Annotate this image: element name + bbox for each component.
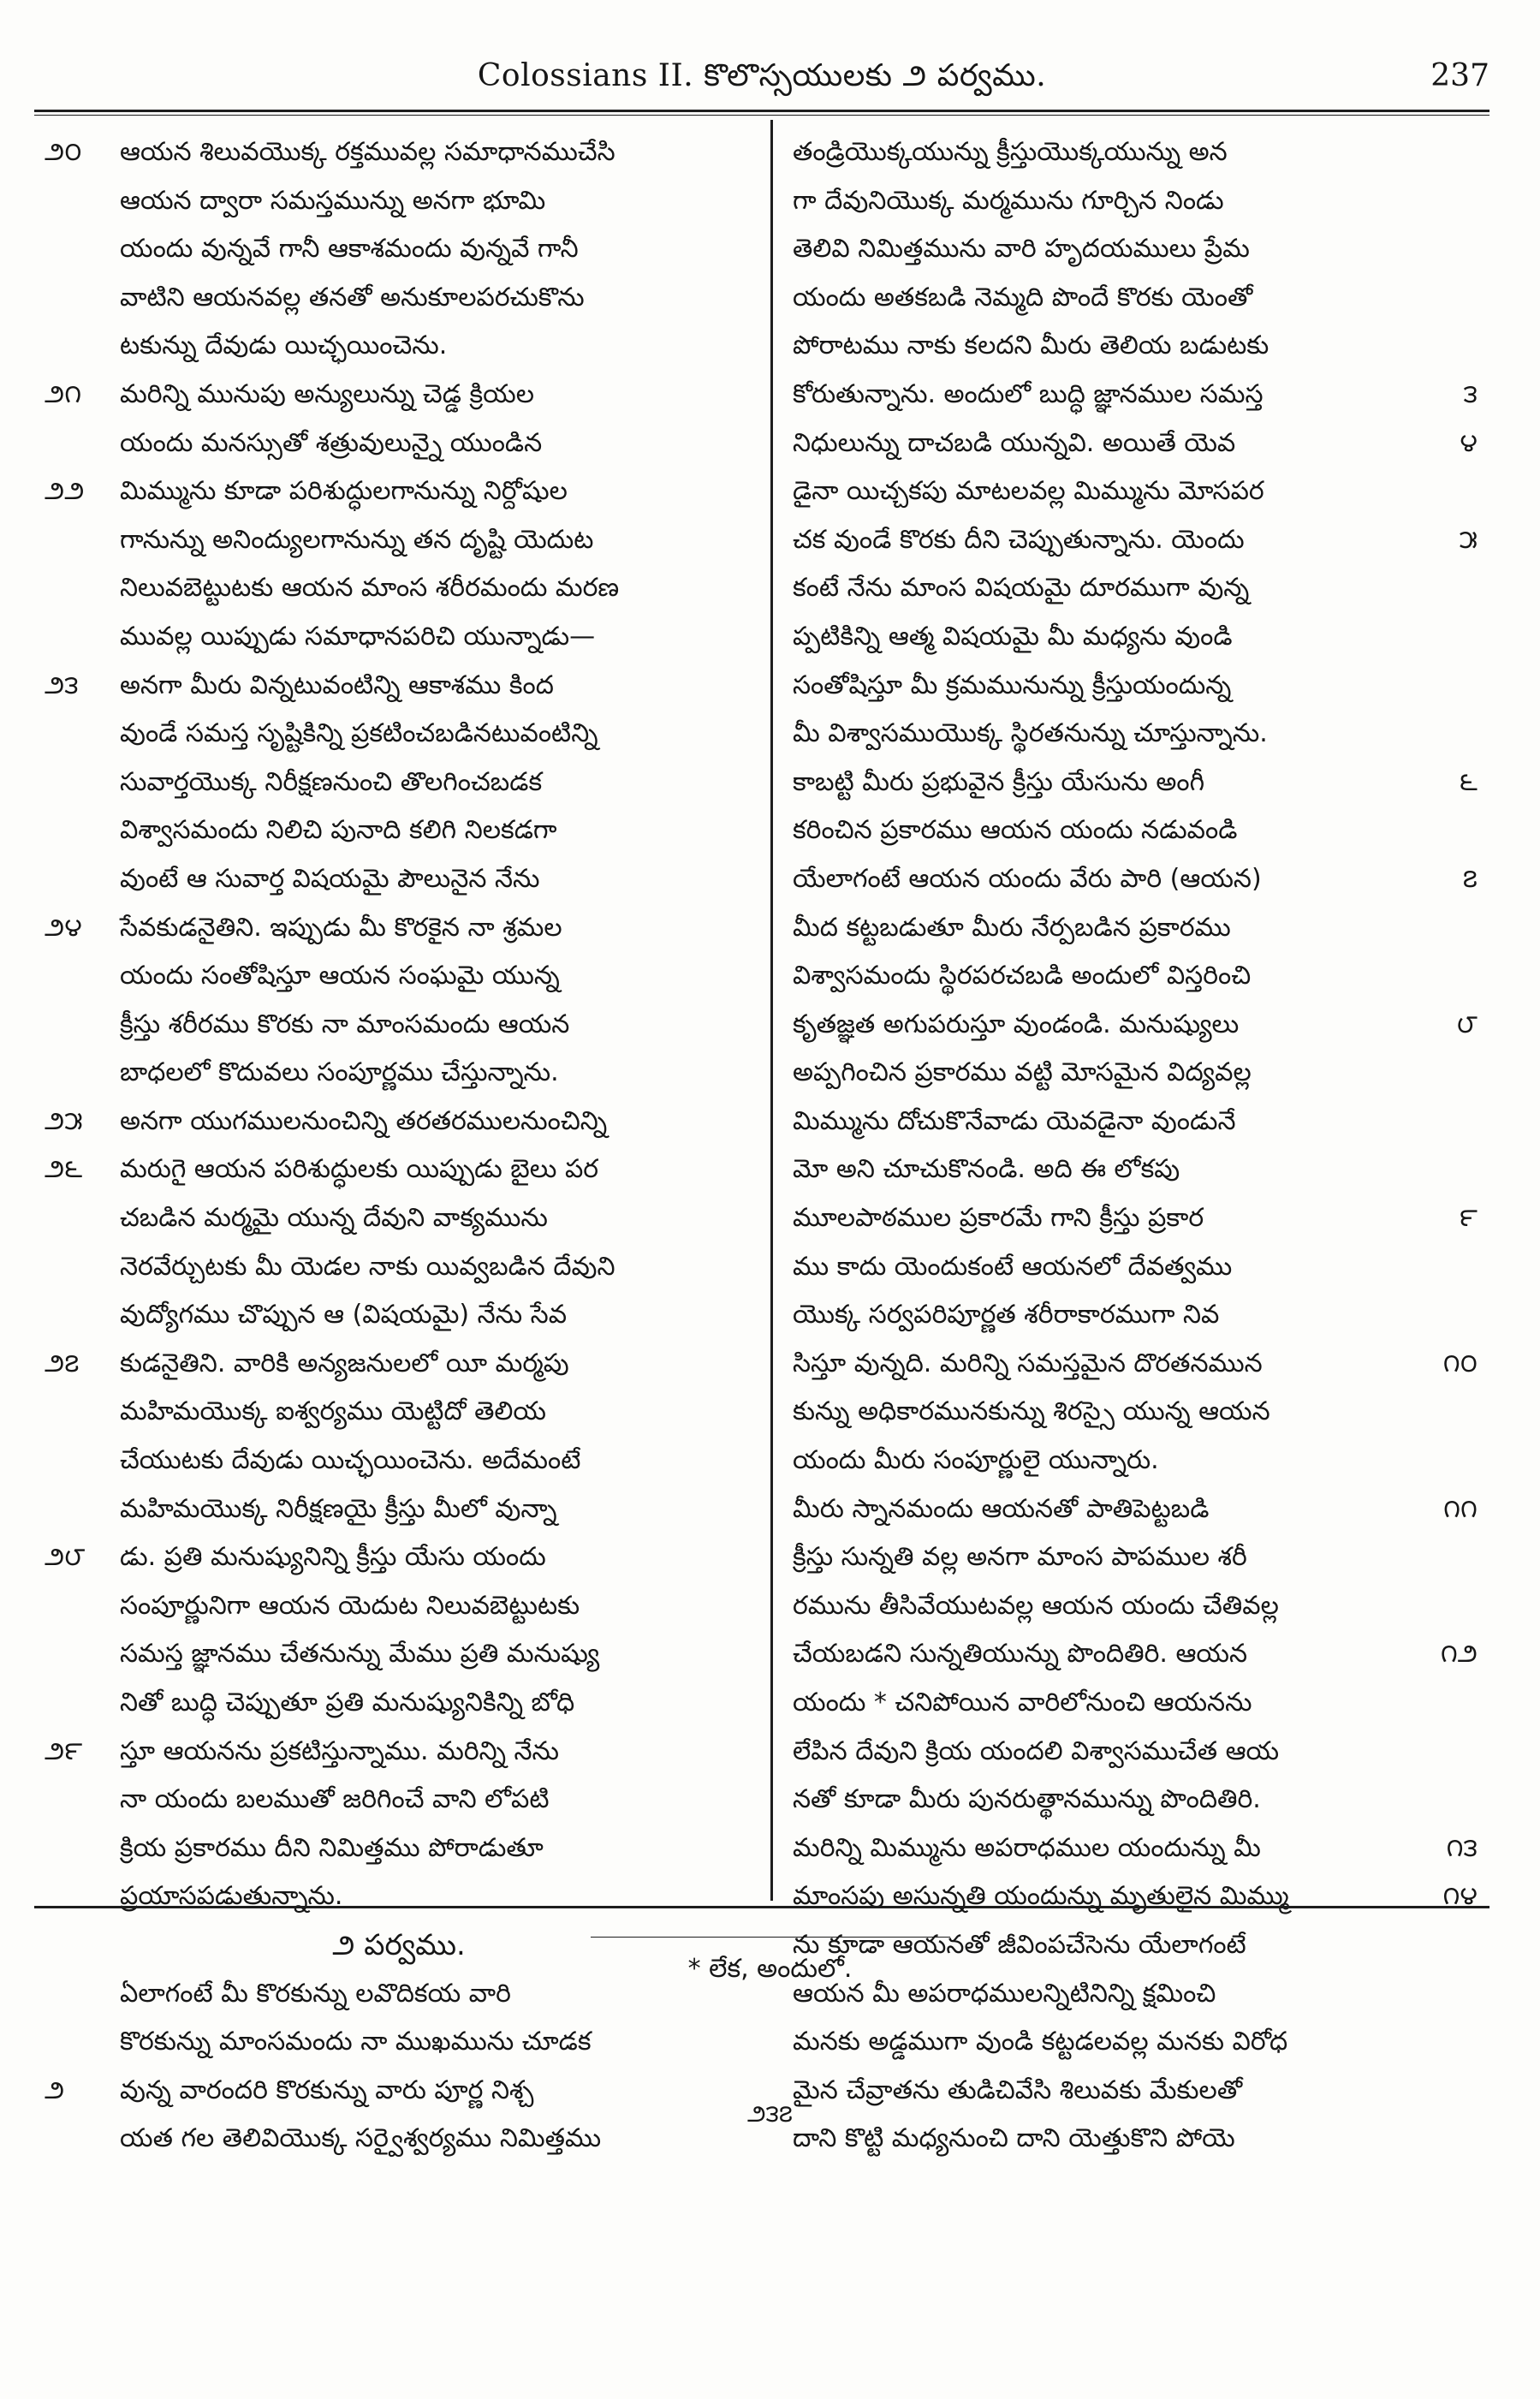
text-line	[793, 1291, 1478, 1340]
line-text: కరించిన ప్రకారము ఆయన యందు నడువండి	[793, 815, 1238, 846]
verse-number: ౪	[1460, 427, 1478, 458]
verse-number: ౭	[1462, 863, 1478, 894]
line-text: మరుగై ఆయన పరిశుద్ధులకు యిప్పుడు బైలు పర	[120, 1154, 599, 1185]
line-text: ఆయన మీ అపరాధములన్నిటినిన్ని క్షమించి	[793, 1978, 1216, 2009]
text-line	[793, 710, 1478, 759]
text-line	[793, 177, 1478, 226]
verse-number: ౨౨	[45, 476, 85, 507]
line-text: డు. ప్రతి మనుష్యునిన్ని క్రీస్తు యేసు యందు	[120, 1542, 546, 1573]
verse-number: ౩	[1463, 378, 1478, 409]
line-text: యందు మీరు సంపూర్ణులై యున్నారు.	[793, 1445, 1159, 1476]
line-text: మువల్ల యిప్పుడు సమాధానపరిచి యున్నాడు—	[120, 621, 596, 652]
line-text: సేవకుడనైతిని. ఇప్పుడు మీ కొరకైన నా శ్రమల	[120, 912, 562, 943]
line-text: మీ విశ్వాసముయొక్క స్థిరతనున్ను చూస్తున్నాను.	[793, 718, 1268, 749]
text-line	[793, 1340, 1478, 1389]
text-line	[793, 1437, 1478, 1485]
line-text: దాని కొట్టి మధ్యనుంచి దాని యెత్తుకొని పోయె	[793, 2123, 1235, 2154]
line-text: ఆయన శిలువయొక్క రక్తమువల్ల సమాధానముచేసి	[120, 137, 615, 167]
verse-number: ౧౦	[1442, 1348, 1478, 1378]
line-text: చబడిన మర్మమై యున్న దేవుని వాక్యమును	[120, 1203, 548, 1234]
text-line	[45, 904, 750, 953]
line-text: చేయబడని సున్నతియున్ను పొందితిరి. ఆయన	[793, 1639, 1248, 1670]
line-text: నిలువబెట్టుటకు ఆయన మాంస శరీరమందు మరణ	[120, 573, 620, 604]
line-text: వుద్యోగము చొప్పున ఆ (విషయమై) నేను సేవ	[120, 1300, 568, 1330]
line-text: మో అని చూచుకొనండి. అది ఈ లోకపు	[793, 1154, 1180, 1185]
line-text: స్తూ ఆయనను ప్రకటిస్తున్నాము. మరిన్ని నేను	[120, 1735, 559, 1766]
header-rule-thin	[34, 115, 1489, 116]
footnote-rule	[591, 1937, 950, 1938]
line-text: ప్పటికిన్ని ఆత్మ విషయమై మీ మధ్యను వుండి	[793, 621, 1233, 652]
line-text: యందు సంతోషిస్తూ ఆయన సంఘమై యున్న	[120, 961, 560, 991]
verse-number: ౨౧	[45, 378, 82, 409]
line-text: నిధులున్ను దాచబడి యున్నవి. అయితే యెవ	[793, 427, 1236, 458]
text-line	[45, 1098, 750, 1146]
text-line	[793, 613, 1478, 662]
line-text: యొక్క సర్వపరిపూర్ణత శరీరాకారముగా నివ	[793, 1300, 1220, 1330]
line-text: యత గల తెలివియొక్క సర్వైశ్వర్యము నిమిత్తము	[120, 2123, 602, 2154]
text-line	[793, 1825, 1478, 1873]
line-text: కొరకున్ను మాంసమందు నా ముఖమును చూడక	[120, 2027, 592, 2057]
text-line	[793, 225, 1478, 274]
text-line	[793, 1388, 1478, 1437]
verse-number: ౨౯	[45, 1735, 83, 1766]
text-line	[793, 1872, 1478, 1921]
text-line	[793, 759, 1478, 807]
text-line	[45, 1728, 750, 1777]
line-text: మహిమయొక్క ఐశ్వర్యము యెట్టిదో తెలియ	[120, 1396, 546, 1427]
text-line	[793, 1243, 1478, 1292]
line-text: గానున్ను అనింద్యులగానున్ను తన దృష్టి యెదుట	[120, 524, 594, 555]
text-line	[793, 1194, 1478, 1243]
text-line	[793, 952, 1478, 1001]
text-line	[45, 467, 750, 516]
verse-number: ౧౧	[1443, 1493, 1478, 1524]
text-line	[48, 516, 750, 565]
text-line	[45, 371, 750, 420]
text-line	[45, 128, 750, 177]
text-line	[48, 225, 750, 274]
line-text: కంటే నేను మాంస విషయమై దూరముగా వున్న	[793, 573, 1250, 604]
line-text: మిమ్మును కూడా పరిశుద్ధులగానున్ను నిర్దోషుల	[120, 476, 568, 507]
verse-number: ౧౪	[1442, 1881, 1478, 1912]
verse-number: ౫	[1459, 524, 1478, 555]
text-line	[48, 1485, 750, 1534]
text-line	[48, 759, 750, 807]
text-line	[793, 1630, 1478, 1679]
line-text: క్రీస్తు శరీరము కొరకు నా మాంసమందు ఆయన	[120, 1009, 570, 1039]
line-text: సమస్త జ్ఞానము చేతనున్ను మేము ప్రతి మనుష్యు	[120, 1639, 600, 1670]
text-line	[793, 1485, 1478, 1534]
verse-number: ౨౮	[45, 1542, 86, 1573]
line-text: తెలివి నిమిత్తమును వారి హృదయములు ప్రేమ	[793, 234, 1250, 265]
footnote: * లేక, అందులో.	[687, 1954, 853, 1984]
text-line	[48, 322, 750, 371]
line-text: మిమ్మును దోచుకొనేవాడు యెవడైనా వుండునే	[793, 1105, 1236, 1136]
line-text: వాటిని ఆయనవల్ల తనతో అనుకూలపరచుకొను	[120, 282, 585, 313]
bottom-rule	[34, 1906, 1489, 1908]
text-line	[45, 1533, 750, 1582]
page-header	[34, 53, 1489, 108]
line-text: తండ్రియొక్కయున్ను క్రీస్తుయొక్కయున్ను అన	[793, 137, 1228, 167]
line-text: కోరుతున్నాను. అందులో బుద్ధి జ్ఞానముల సమస్త	[793, 378, 1264, 409]
line-text: సంపూర్ణునిగా ఆయన యెదుట నిలువబెట్టుటకు	[120, 1590, 580, 1621]
text-line	[793, 1728, 1478, 1777]
text-line	[48, 613, 750, 662]
line-text: వుండే సమస్త సృష్టికిన్ని ప్రకటించబడినటువంటిన్ని	[120, 718, 598, 749]
line-text: అప్పగించిన ప్రకారము వట్టి మోసమైన విద్యవల్ల	[793, 1057, 1252, 1088]
verse-number: ౨౬	[45, 1154, 83, 1185]
text-line	[793, 1049, 1478, 1098]
text-line	[793, 1146, 1478, 1194]
line-text: మీరు స్నానమందు ఆయనతో పాతిపెట్టబడి	[793, 1493, 1210, 1524]
line-text: మూలపాఠముల ప్రకారమే గాని క్రీస్తు ప్రకార	[793, 1203, 1204, 1234]
text-line	[793, 516, 1478, 565]
line-text: నితో బుద్ధి చెప్పుతూ ప్రతి మనుష్యునికిన్ని బోధి	[120, 1688, 575, 1717]
line-text: వున్న వారందరి కొరకున్ను వారు పూర్ణ నిశ్చ	[120, 2075, 534, 2105]
text-line	[48, 1291, 750, 1340]
line-text: మరిన్ని మిమ్మును అపరాధముల యందున్ను మీ	[793, 1832, 1261, 1863]
line-text: ఏలాగంటే మీ కొరకున్ను లవొదికయ వారి	[120, 1978, 511, 2009]
text-line	[48, 1679, 750, 1728]
line-text: బాధలలో కొదువలు సంపూర్ణము చేస్తున్నాను.	[120, 1057, 559, 1088]
verse-number: ౨౭	[45, 1348, 80, 1378]
line-text: గా దేవునియొక్క మర్మమును గూర్చిన నిండు	[793, 185, 1224, 216]
verse-number: ౧౨	[1440, 1639, 1478, 1670]
line-text: మరిన్ని మునుపు అన్యులున్ను చెడ్డ క్రియల	[120, 378, 534, 409]
line-text: నా యందు బలముతో జరిగించే వాని లోపటి	[120, 1784, 550, 1815]
verse-number: ౨	[45, 2075, 65, 2105]
verse-number: ౧౩	[1446, 1832, 1478, 1863]
text-line	[793, 855, 1478, 904]
line-text: అనగా యుగములనుంచిన్ని తరతరములనుంచిన్ని	[120, 1105, 608, 1136]
text-line	[48, 952, 750, 1001]
line-text: సువార్తయొక్క నిరీక్షణనుంచి తొలగించబడక	[120, 766, 543, 797]
text-line	[48, 1437, 750, 1485]
text-line	[793, 1001, 1478, 1050]
verse-number: ౬	[1460, 766, 1478, 797]
text-line	[45, 662, 750, 711]
line-text: సంతోషిస్తూ మీ క్రమమునున్ను క్రీస్తుయందున్న	[793, 670, 1232, 700]
line-text: డైనా యిచ్చకపు మాటలవల్ల మిమ్మును మోసపర	[793, 476, 1264, 507]
text-line	[48, 1776, 750, 1825]
line-text: విశ్వాసమందు స్థిరపరచబడి అందులో విస్తరించి	[793, 961, 1252, 991]
text-line	[793, 1679, 1478, 1728]
verse-number: ౨౪	[45, 912, 82, 943]
text-line	[793, 322, 1478, 371]
line-text: కున్ను అధికారమునకున్ను శిరస్సై యున్న ఆయన	[793, 1396, 1270, 1427]
line-text: యందు * చనిపోయిన వారిలోనుంచి ఆయనను	[793, 1688, 1252, 1717]
text-line	[48, 177, 750, 226]
verse-number: ౨౦	[45, 137, 82, 167]
text-line	[793, 1533, 1478, 1582]
chapter-heading: ౨ పర్వము.	[332, 1927, 466, 1962]
verse-number: ౨౫	[45, 1105, 83, 1136]
text-line	[793, 1776, 1478, 1825]
text-line	[48, 1388, 750, 1437]
line-text: కుడనైతిని. వారికి అన్యజనులలో యీ మర్మపు	[120, 1348, 569, 1378]
line-text: కృతజ్ఞత అగుపరుస్తూ వుండండి. మనుష్యులు	[793, 1009, 1240, 1039]
text-line	[793, 662, 1478, 711]
line-text: వుంటే ఆ సువార్త విషయమై పౌలునైన నేను	[120, 863, 540, 894]
line-text: యందు వున్నవే గానీ ఆకాశమందు వున్నవే గానీ	[120, 234, 579, 265]
text-line	[793, 807, 1478, 855]
verse-number: ౮	[1456, 1009, 1478, 1039]
line-text: పోరాటము నాకు కలదని మీరు తెలియ బడుటకు	[793, 330, 1269, 361]
line-text: విశ్వాసమందు నిలిచి పునాది కలిగి నిలకడగా	[120, 815, 557, 846]
text-line	[793, 1582, 1478, 1631]
text-line	[793, 904, 1478, 953]
text-line	[793, 1098, 1478, 1146]
line-text: మనకు అడ్డముగా వుండి కట్టడలవల్ల మనకు విరోధ	[793, 2027, 1288, 2057]
line-text: చక వుండే కొరకు దీని చెప్పుతున్నాను. యెందు	[793, 524, 1245, 555]
line-text: సిస్తూ వున్నది. మరిన్ని సమస్తమైన దొరతనమున	[793, 1348, 1263, 1378]
text-line	[48, 855, 750, 904]
line-text: కాబట్టి మీరు ప్రభువైన క్రీస్తు యేసును అంగీ	[793, 766, 1205, 797]
line-text: అనగా మీరు విన్నటువంటిన్ని ఆకాశము కింద	[120, 670, 554, 700]
text-line	[48, 1243, 750, 1292]
text-line	[48, 1582, 750, 1631]
line-text: మీద కట్టబడుతూ మీరు నేర్పబడిన ప్రకారము	[793, 912, 1231, 943]
line-text: మాంసపు అసున్నతి యందున్ను మృతులైన మిమ్ము	[793, 1881, 1289, 1912]
line-text: నెరవేర్చుటకు మీ యెడల నాకు యివ్వబడిన దేవుని	[120, 1251, 615, 1282]
text-line	[793, 371, 1478, 420]
right-column	[793, 128, 1478, 2154]
text-line	[793, 420, 1478, 468]
text-line	[48, 1001, 750, 1050]
line-text: క్రీస్తు సున్నతి వల్ల అనగా మాంస పాపముల శరీ	[793, 1542, 1247, 1573]
line-text: ఆయన ద్వారా సమస్తమున్ను అనగా భూమి	[120, 185, 546, 216]
text-line	[48, 1825, 750, 1873]
text-line	[48, 420, 750, 468]
line-text: నతో కూడా మీరు పునరుత్థానమున్ను పొందితిరి.	[793, 1784, 1261, 1815]
text-line	[48, 710, 750, 759]
text-line	[45, 1146, 750, 1194]
line-text: ప్రయాసపడుతున్నాను.	[120, 1881, 343, 1912]
text-line	[48, 1194, 750, 1243]
line-text: రమును తీసివేయుటవల్ల ఆయన యందు చేతివల్ల	[793, 1590, 1279, 1621]
header-rule	[34, 110, 1489, 112]
line-text: ము కాదు యెందుకంటే ఆయనలో దేవత్వము	[793, 1251, 1233, 1282]
column-divider	[770, 120, 773, 1901]
text-line	[48, 2018, 750, 2067]
line-text: మహిమయొక్క నిరీక్షణయై క్రీస్తు మీలో వున్నా	[120, 1493, 557, 1524]
signature-mark: ౨౩౭	[747, 2099, 793, 2128]
text-line	[48, 1049, 750, 1098]
line-text: యందు అతకబడి నెమ్మది పొందే కొరకు యెంతో	[793, 282, 1253, 313]
text-line	[48, 1872, 750, 1921]
line-text: యేలాగంటే ఆయన యందు వేరు పారి (ఆయన)	[793, 863, 1262, 894]
text-line	[793, 467, 1478, 516]
line-text: లేపిన దేవుని క్రియ యందలి విశ్వాసముచేత ఆయ	[793, 1735, 1280, 1766]
line-text: క్రియ ప్రకారము దీని నిమిత్తము పోరాడుతూ	[120, 1832, 544, 1863]
text-line	[45, 1340, 750, 1389]
running-title: Colossians II. కొలొస్సయులకు ౨ పర్వము.	[477, 58, 1047, 93]
line-text: టకున్ను దేవుడు యిచ్ఛయించెను.	[120, 330, 448, 361]
text-line	[48, 1630, 750, 1679]
line-text: ను కూడా ఆయనతో జీవింపచేసెను యేలాగంటే	[793, 1929, 1246, 1960]
page-number: 237	[1430, 58, 1489, 93]
left-column	[45, 128, 750, 2154]
text-line	[793, 274, 1478, 323]
line-text: యందు మనస్సుతో శత్రువులున్నై యుండిన	[120, 427, 543, 458]
text-line	[48, 564, 750, 613]
text-line	[793, 128, 1478, 177]
text-line	[793, 2018, 1478, 2067]
line-text: మైన చేవ్రాతను తుడిచివేసి శిలువకు మేకులతో	[793, 2075, 1243, 2105]
text-line	[793, 564, 1478, 613]
verse-number: ౯	[1460, 1203, 1478, 1234]
verse-number: ౨౩	[45, 670, 79, 700]
text-line	[48, 807, 750, 855]
text-line	[48, 274, 750, 323]
line-text: చేయుటకు దేవుడు యిచ్ఛయించెను. అదేమంటే	[120, 1445, 581, 1476]
